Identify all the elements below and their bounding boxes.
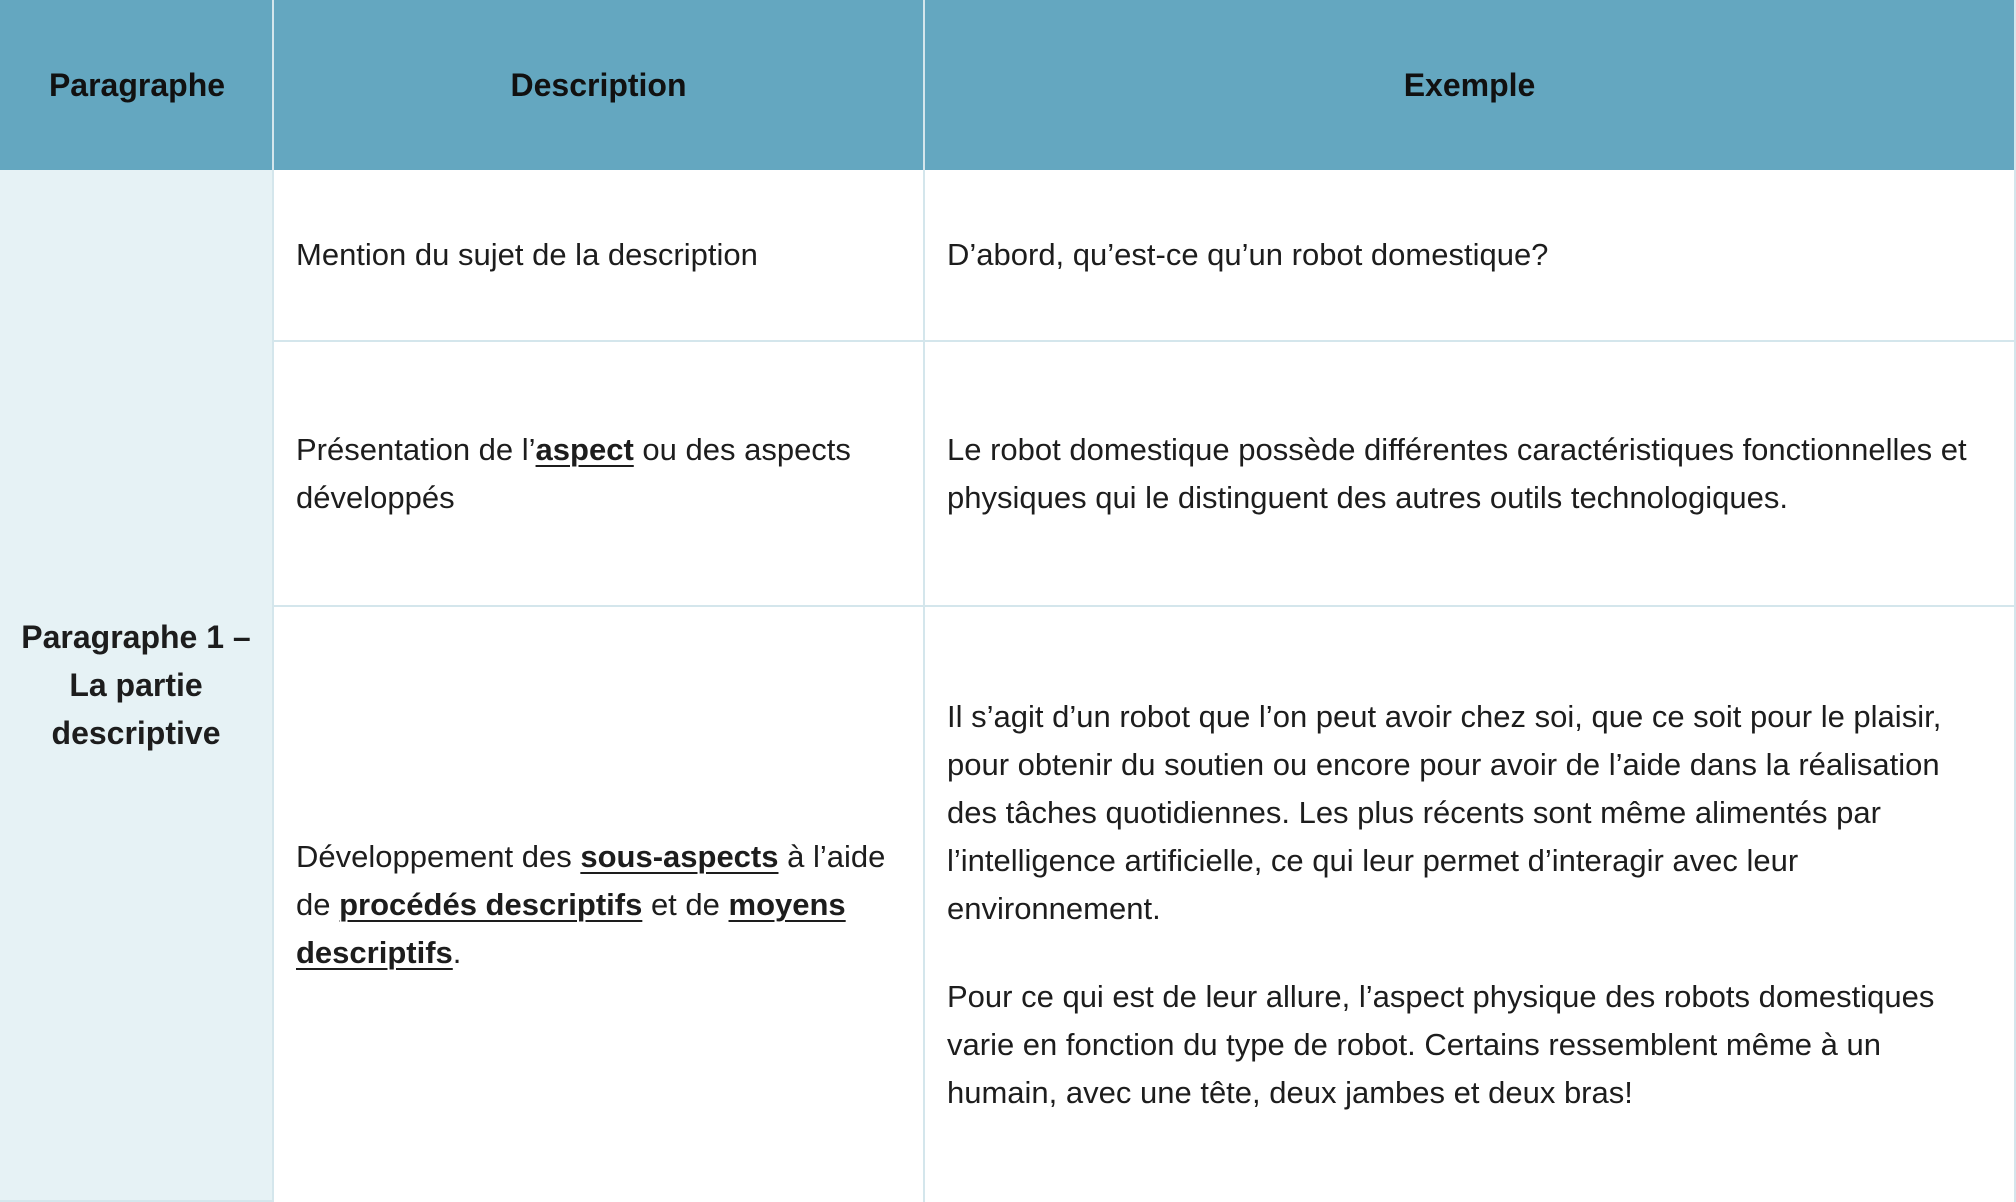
description-text-part: Développement des — [296, 838, 581, 874]
description-text-part: Présentation de l’ — [296, 431, 536, 467]
keyword-aspect: aspect — [535, 431, 634, 467]
keyword-sous-aspects: sous-aspects — [580, 838, 779, 874]
description-text: Mention du sujet de la description — [296, 237, 758, 272]
description-text-part: ou des aspects développés — [296, 431, 851, 515]
description-text — [296, 833, 901, 977]
header-paragraphe: Paragraphe — [0, 0, 274, 170]
description-text-part: à l’aide de — [296, 838, 886, 922]
example-paragraph: Pour ce qui est de leur allure, l’aspect physique des robots domestiques varie en fonction du type de robot. Certains ressemblent même à un humain, avec une tête, deux jambes et deux bras! — [947, 978, 1935, 1110]
table-row-3-description — [274, 607, 925, 1202]
table-row-3-example — [925, 607, 2016, 1202]
table-row-1-description — [274, 170, 925, 342]
keyword-moyens-descriptifs: moyens descriptifs — [296, 886, 846, 970]
table-row-1-example — [925, 170, 2016, 342]
table-row-2-description — [274, 342, 925, 607]
description-text-part: et de — [642, 886, 729, 922]
header-exemple: Exemple — [925, 0, 2016, 170]
example-paragraph: Il s’agit d’un robot que l’on peut avoir chez soi, que ce soit pour le plaisir, pour obtenir du soutien ou encore pour avoir de l’aide dans la réalisation des tâches quotidiennes. Les plus récents sont même alimentés par l’intelligence artificielle, ce qui leur permet d’interagir avec leur environnement. — [947, 698, 1942, 926]
header-description: Description — [274, 0, 925, 170]
example-paragraph: D’abord, qu’est-ce qu’un robot domestique? — [947, 237, 1549, 272]
paragraph-label: Paragraphe 1 – La partie descriptive — [0, 170, 274, 1202]
description-text — [296, 426, 901, 522]
description-text-part: . — [452, 934, 462, 970]
table-row-2-example — [925, 342, 2016, 607]
keyword-procedes-descriptifs: procédés descriptifs — [339, 886, 643, 922]
example-paragraph: Le robot domestique possède différentes caractéristiques fonctionnelles et physiques qui le distinguent des autres outils technologiques. — [947, 431, 1967, 515]
